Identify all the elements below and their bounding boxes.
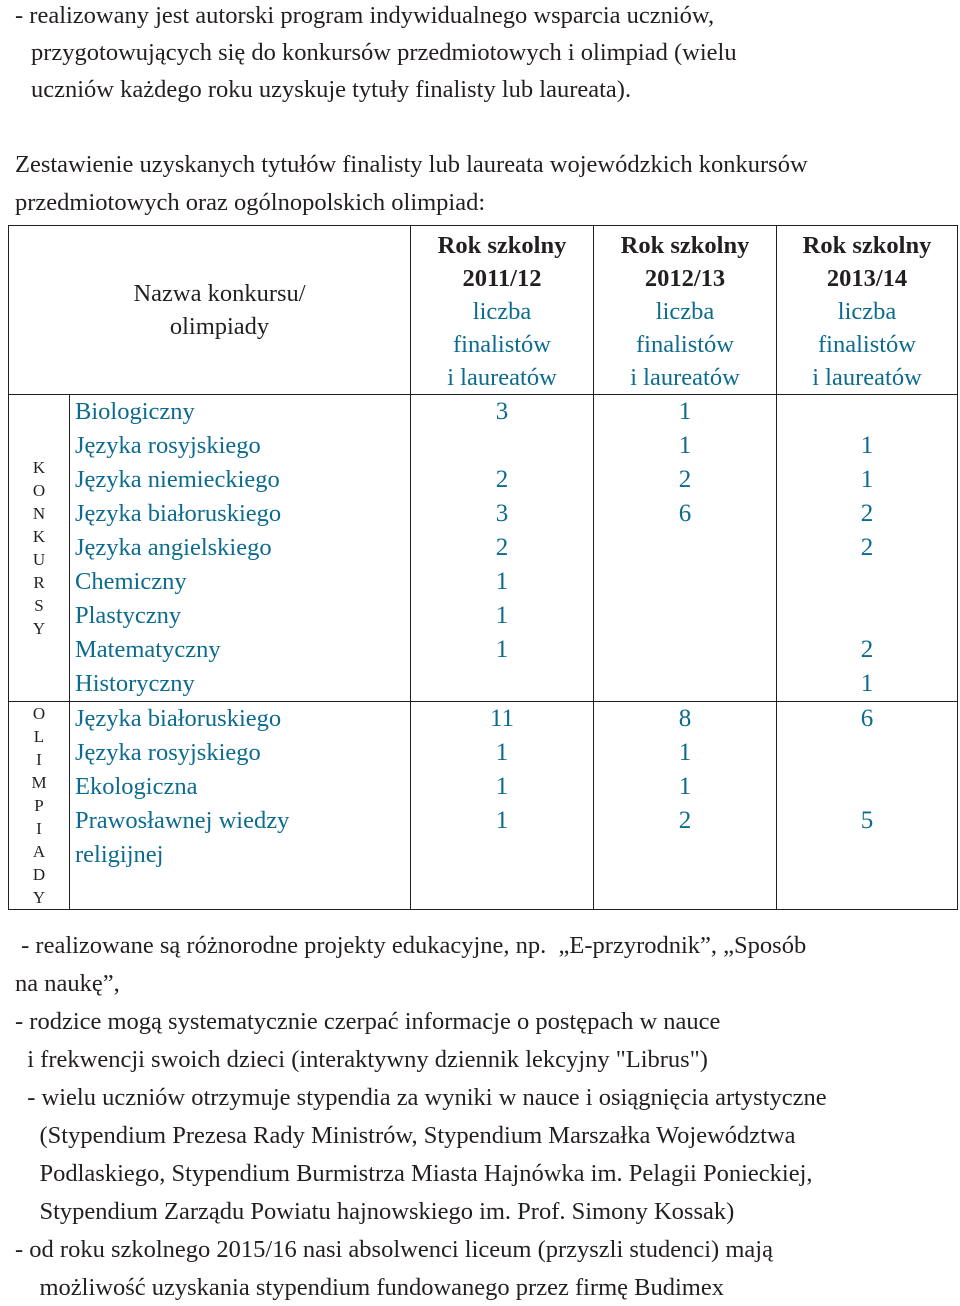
olimpiady-names (70, 702, 411, 910)
olympiad-name-cont: religijnej (75, 841, 164, 868)
bullet-line-7: Podlaskiego, Stypendium Burmistrza Miasta Hajnówka im. Pelagii Ponieckiej, (15, 1160, 813, 1187)
konkursy-2011-values (411, 395, 594, 702)
value-cell: 1 (860, 466, 874, 493)
value-cell (411, 667, 593, 701)
konkursy-2012-values (594, 395, 777, 702)
letter: D (32, 865, 46, 884)
value-cell: 1 (495, 568, 509, 595)
value-cell: 2 (860, 534, 874, 561)
letter: O (32, 704, 46, 723)
olimpiady-2011-values (411, 702, 594, 910)
year-sub-3: i laureatów (630, 364, 740, 391)
value-cell: 1 (495, 636, 509, 663)
intro-line-3: uczniów każdego roku uzyskuje tytuły finalisty lub laureata). (31, 76, 632, 103)
year-value: 2012/13 (644, 265, 726, 292)
year-sub-2: finalistów (636, 331, 735, 358)
summary-heading-line-1: Zestawienie uzyskanych tytułów finalisty lub laureata wojewódzkich konkursów (15, 151, 808, 178)
konkursy-section (9, 395, 958, 702)
value-cell: 3 (495, 500, 509, 527)
letter: I (36, 819, 42, 838)
letter: O (32, 481, 46, 500)
bullet-line-1: - realizowane są różnorodne projekty edukacyjne, np. „E-przyrodnik”, „Sposób (15, 932, 807, 959)
intro-line-1: - realizowany jest autorski program indywidualnego wsparcia uczniów, (15, 2, 715, 29)
value-cell (594, 531, 776, 565)
letter: Y (32, 888, 46, 907)
competition-name: Biologiczny (75, 398, 195, 425)
year-sub-2: finalistów (818, 331, 917, 358)
value-cell (777, 565, 957, 599)
konkursy-2013-values (777, 395, 958, 702)
letter: M (31, 773, 47, 792)
letter: L (33, 727, 45, 746)
value-cell (777, 395, 957, 429)
year-label: Rok szkolny (620, 232, 750, 259)
bullet-line-4: i frekwencji swoich dzieci (interaktywny dziennik lekcyjny "Librus") (15, 1046, 708, 1073)
year-sub-1: liczba (655, 298, 715, 325)
letter: A (32, 842, 46, 861)
value-cell (594, 667, 776, 701)
name-header-line-1: Nazwa konkursu/ (133, 280, 306, 307)
letter: U (32, 550, 46, 569)
value-cell: 11 (489, 705, 515, 732)
value-cell: 1 (495, 807, 509, 834)
value-cell: 1 (495, 773, 509, 800)
competition-name: Chemiczny (75, 568, 187, 595)
bullet-line-8: Stypendium Zarządu Powiatu hajnowskiego im. Prof. Simony Kossak) (15, 1198, 735, 1225)
bullet-line-5: - wielu uczniów otrzymuje stypendia za wyniki w nauce i osiągnięcia artystyczne (15, 1084, 827, 1111)
value-cell (594, 565, 776, 599)
value-cell: 6 (860, 705, 874, 732)
value-cell: 1 (678, 739, 692, 766)
value-cell (777, 770, 957, 804)
letter: K (32, 527, 46, 546)
year-sub-2: finalistów (453, 331, 552, 358)
year-sub-1: liczba (472, 298, 532, 325)
konkursy-names (70, 395, 411, 702)
letter: R (33, 573, 45, 592)
competition-name: Plastyczny (75, 602, 182, 629)
value-cell (594, 633, 776, 667)
olimpiady-2013-values (777, 702, 958, 910)
value-cell: 1 (860, 670, 874, 697)
letter: P (34, 796, 44, 815)
value-cell: 2 (860, 636, 874, 663)
olympiad-name: Języka rosyjskiego (75, 739, 261, 766)
value-cell: 6 (678, 500, 692, 527)
year-header-2012 (594, 226, 777, 395)
summary-heading-line-2: przedmiotowych oraz ogólnopolskich olimpiad: (15, 189, 486, 216)
letter: K (32, 458, 46, 477)
competition-name: Języka niemieckiego (75, 466, 280, 493)
competition-name: Historyczny (75, 670, 195, 697)
value-cell: 8 (678, 705, 692, 732)
results-table (8, 225, 958, 910)
letter: N (32, 504, 46, 523)
olimpiady-section (9, 702, 958, 910)
bullet-line-6: (Stypendium Prezesa Rady Ministrów, Stypendium Marszałka Województwa (15, 1122, 796, 1149)
year-label: Rok szkolny (437, 232, 567, 259)
value-cell (777, 736, 957, 770)
value-cell: 1 (678, 398, 692, 425)
year-value: 2013/14 (826, 265, 908, 292)
value-cell: 2 (495, 534, 509, 561)
value-cell: 1 (495, 739, 509, 766)
name-header-line-2: olimpiady (169, 313, 270, 340)
value-cell (777, 599, 957, 633)
value-cell: 2 (678, 807, 692, 834)
olympiad-name: Języka białoruskiego (75, 705, 282, 732)
olimpiady-vertical-label (9, 702, 70, 910)
competition-name: Języka rosyjskiego (75, 432, 261, 459)
competition-name: Języka angielskiego (75, 534, 272, 561)
competition-name: Języka białoruskiego (75, 500, 282, 527)
year-header-2011 (411, 226, 594, 395)
value-cell: 1 (678, 432, 692, 459)
table-header-row (9, 226, 958, 395)
value-cell (594, 599, 776, 633)
value-cell: 3 (495, 398, 509, 425)
value-cell: 2 (678, 466, 692, 493)
letter: I (36, 750, 42, 769)
bullet-line-3: - rodzice mogą systematycznie czerpać informacje o postępach w nauce (15, 1008, 721, 1035)
olimpiady-2012-values (594, 702, 777, 910)
year-value: 2011/12 (462, 265, 542, 292)
year-sub-3: i laureatów (812, 364, 922, 391)
value-cell (411, 429, 593, 463)
value-cell: 1 (678, 773, 692, 800)
year-header-2013 (777, 226, 958, 395)
intro-line-2: przygotowujących się do konkursów przedmiotowych i olimpiad (wielu (31, 39, 737, 66)
value-cell: 1 (495, 602, 509, 629)
bullet-line-9: - od roku szkolnego 2015/16 nasi absolwenci liceum (przyszli studenci) mają (15, 1236, 773, 1263)
letter: S (34, 596, 44, 615)
bullet-line-2: na naukę”, (15, 970, 120, 997)
competition-name: Matematyczny (75, 636, 221, 663)
competition-name-header (9, 226, 411, 395)
value-cell: 2 (495, 466, 509, 493)
bullet-line-10: możliwość uzyskania stypendium fundowanego przez firmę Budimex (15, 1274, 724, 1301)
year-sub-3: i laureatów (447, 364, 557, 391)
konkursy-vertical-label (9, 395, 70, 702)
olympiad-name: Ekologiczna (75, 773, 198, 800)
value-cell: 1 (860, 432, 874, 459)
letter: Y (32, 619, 46, 638)
value-cell: 5 (860, 807, 874, 834)
olympiad-name: Prawosławnej wiedzy (75, 807, 290, 834)
year-label: Rok szkolny (802, 232, 932, 259)
year-sub-1: liczba (837, 298, 897, 325)
value-cell: 2 (860, 500, 874, 527)
